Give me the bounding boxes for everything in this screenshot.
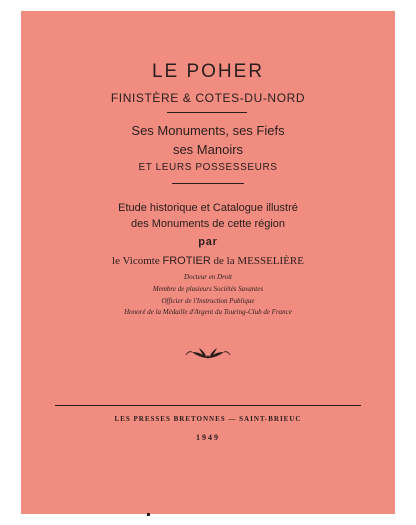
author-suffix: de la MESSELIÈRE bbox=[213, 255, 304, 267]
printer-mark bbox=[147, 513, 150, 516]
author-credential: Membre de plusieurs Sociétés Savantes bbox=[152, 285, 264, 293]
author-prefix: le Vicomte bbox=[112, 255, 160, 267]
title-divider bbox=[167, 112, 247, 113]
author-name bbox=[21, 255, 395, 267]
publisher-name: LES PRESSES BRETONNES — SAINT-BRIEUC bbox=[114, 415, 302, 423]
publisher-divider bbox=[55, 405, 361, 406]
floral-vignette-icon bbox=[21, 346, 395, 360]
publication-year: 1949 bbox=[196, 433, 220, 442]
author-credential: Officier de l'Instruction Publique bbox=[161, 297, 255, 305]
study-line-1: Etude historique et Catalogue illustré bbox=[118, 202, 298, 214]
author-credential: Honoré de la Médaille d'Argent du Touring-Club de France bbox=[124, 308, 292, 316]
description-line-1: Ses Monuments, ses Fiefs bbox=[131, 123, 285, 138]
author-credential: Docteur en Droit bbox=[184, 273, 232, 281]
author-surname: FROTIER bbox=[162, 255, 211, 267]
description-line-3: ET LEURS POSSESSEURS bbox=[138, 162, 278, 173]
book-subtitle: FINISTÈRE & COTES-DU-NORD bbox=[110, 91, 306, 105]
book-title: LE POHER bbox=[151, 61, 265, 82]
section-divider bbox=[172, 183, 244, 184]
by-label: par bbox=[198, 236, 218, 248]
study-line-2: des Monuments de cette région bbox=[130, 218, 286, 230]
description-line-2: ses Manoirs bbox=[172, 142, 244, 157]
book-cover bbox=[21, 11, 395, 514]
